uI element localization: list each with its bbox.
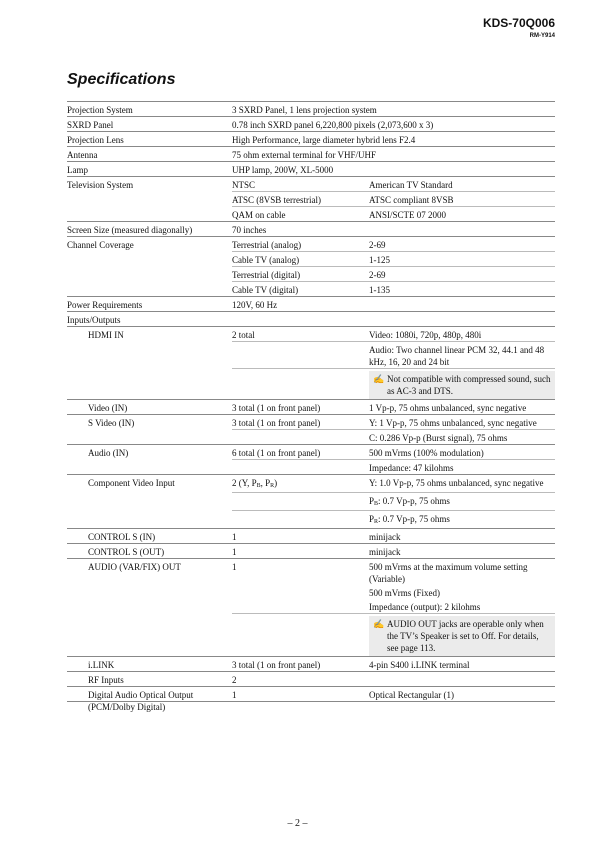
spec-value-col2: 1 bbox=[232, 547, 237, 557]
spec-line bbox=[232, 297, 555, 311]
spec-row bbox=[67, 131, 555, 146]
spec-value-col2: QAM on cable bbox=[232, 210, 286, 220]
spec-values bbox=[232, 222, 555, 236]
spec-line bbox=[232, 162, 555, 176]
spec-values bbox=[232, 529, 555, 543]
spec-label: Power Requirements bbox=[67, 300, 143, 310]
spec-line bbox=[232, 327, 555, 341]
spec-line bbox=[232, 429, 555, 444]
spec-value-col3: minijack bbox=[369, 532, 401, 542]
spec-line bbox=[232, 657, 555, 671]
spec-row bbox=[67, 671, 555, 686]
spec-value: 3 SXRD Panel, 1 lens projection system bbox=[232, 105, 377, 115]
spec-values bbox=[232, 297, 555, 311]
page-number: – 2 – bbox=[287, 818, 308, 829]
spec-value-col2 bbox=[232, 371, 369, 399]
spec-value-col2: 3 total (1 on front panel) bbox=[232, 418, 321, 428]
spec-label: CONTROL S (IN) bbox=[88, 532, 156, 542]
note-text: Not compatible with compressed sound, such as AC-3 and DTS. bbox=[387, 374, 551, 396]
spec-value-col3: 500 mVrms (100% modulation) bbox=[369, 448, 484, 458]
spec-row bbox=[67, 221, 555, 236]
spec-value-col3: ATSC compliant 8VSB bbox=[369, 195, 454, 205]
spec-value-col3: 1-125 bbox=[369, 255, 390, 265]
spec-line bbox=[232, 672, 555, 686]
spec-line bbox=[232, 341, 555, 368]
spec-row bbox=[67, 686, 555, 712]
spec-values bbox=[232, 687, 555, 701]
spec-value-col2 bbox=[232, 513, 369, 528]
spec-value-col2: 2 (Y, PB, PR) bbox=[232, 478, 278, 489]
spec-values bbox=[232, 312, 555, 326]
spec-value: UHP lamp, 200W, XL-5000 bbox=[232, 165, 334, 175]
spec-label: i.LINK bbox=[88, 660, 115, 670]
spec-values bbox=[232, 475, 555, 528]
spec-line bbox=[232, 102, 555, 116]
spec-values bbox=[232, 544, 555, 558]
spec-value-col3: 1 Vp-p, 75 ohms unbalanced, sync negative bbox=[369, 403, 527, 413]
spec-row bbox=[67, 558, 555, 656]
spec-value-col2 bbox=[232, 495, 369, 510]
spec-values bbox=[232, 672, 555, 686]
spec-line bbox=[232, 510, 555, 528]
spec-line bbox=[232, 237, 555, 251]
spec-label: CONTROL S (OUT) bbox=[88, 547, 165, 557]
spec-row bbox=[67, 656, 555, 671]
spec-value-col3: 1-135 bbox=[369, 285, 390, 295]
spec-line bbox=[232, 266, 555, 281]
spec-line bbox=[232, 222, 555, 236]
note-pencil-icon: ✍ bbox=[373, 374, 385, 384]
spec-line bbox=[232, 585, 555, 599]
spec-values bbox=[232, 117, 555, 131]
spec-line bbox=[232, 599, 555, 613]
spec-line bbox=[232, 191, 555, 206]
spec-value-col2 bbox=[232, 314, 369, 326]
spec-value-col2: 2 total bbox=[232, 330, 255, 340]
spec-values bbox=[232, 147, 555, 161]
spec-value-col2: 1 bbox=[232, 690, 237, 700]
spec-value-col2: NTSC bbox=[232, 180, 256, 190]
spec-value-col3: Impedance: 47 kilohms bbox=[369, 463, 454, 473]
spec-value-col2 bbox=[232, 344, 369, 368]
spec-value-col2 bbox=[232, 587, 369, 599]
remote-model: RM-Y914 bbox=[529, 33, 555, 39]
spec-line bbox=[232, 147, 555, 161]
spec-line bbox=[232, 281, 555, 296]
spec-row bbox=[67, 116, 555, 131]
spec-row bbox=[67, 326, 555, 399]
spec-values bbox=[232, 559, 555, 656]
spec-row bbox=[67, 101, 555, 116]
spec-value-col2: 1 bbox=[232, 562, 237, 572]
spec-label: Inputs/Outputs bbox=[67, 315, 121, 325]
note-pencil-icon: ✍ bbox=[373, 619, 385, 629]
note-box bbox=[369, 616, 555, 656]
spec-value-col3: 500 mVrms at the maximum volume setting (Variable) bbox=[369, 562, 528, 584]
spec-value-col3: Optical Rectangular (1) bbox=[369, 690, 454, 700]
specifications-table bbox=[67, 101, 555, 712]
spec-value: 0.78 inch SXRD panel 6,220,800 pixels (2,073,600 x 3) bbox=[232, 120, 434, 130]
spec-value-col2: 3 total (1 on front panel) bbox=[232, 403, 321, 413]
spec-row bbox=[67, 444, 555, 474]
spec-line bbox=[232, 529, 555, 543]
spec-line bbox=[232, 117, 555, 131]
spec-label: Component Video Input bbox=[88, 478, 175, 488]
spec-value-col2: Cable TV (digital) bbox=[232, 285, 299, 295]
spec-line bbox=[232, 445, 555, 459]
spec-label: Video (IN) bbox=[88, 403, 128, 413]
page-title: Specifications bbox=[67, 71, 176, 88]
spec-value-col3: Video: 1080i, 720p, 480p, 480i bbox=[369, 330, 482, 340]
spec-value-col2: Terrestrial (digital) bbox=[232, 270, 301, 280]
spec-values bbox=[232, 162, 555, 176]
spec-value-col3: Impedance (output): 2 kilohms bbox=[369, 602, 481, 612]
spec-values bbox=[232, 445, 555, 474]
spec-label: S Video (IN) bbox=[88, 418, 135, 428]
spec-line bbox=[232, 312, 555, 326]
spec-value: 75 ohm external terminal for VHF/UHF bbox=[232, 150, 377, 160]
spec-values bbox=[232, 132, 555, 146]
spec-line bbox=[232, 132, 555, 146]
spec-value-col3: ANSI/SCTE 07 2000 bbox=[369, 210, 447, 220]
spec-row bbox=[67, 474, 555, 528]
note-box bbox=[369, 371, 555, 399]
spec-value-col2 bbox=[232, 616, 369, 656]
spec-value-col2: 1 bbox=[232, 532, 237, 542]
spec-label: Lamp bbox=[67, 165, 88, 175]
spec-line bbox=[232, 544, 555, 558]
spec-values bbox=[232, 657, 555, 671]
spec-value-col2: 2 bbox=[232, 675, 237, 685]
spec-value: High Performance, large diameter hybrid lens F2.4 bbox=[232, 135, 416, 145]
spec-label: Screen Size (measured diagonally) bbox=[67, 225, 193, 235]
spec-values bbox=[232, 102, 555, 116]
spec-value-col3: 500 mVrms (Fixed) bbox=[369, 588, 440, 598]
spec-value-col3: C: 0.286 Vp-p (Burst signal), 75 ohms bbox=[369, 433, 508, 443]
spec-label: Channel Coverage bbox=[67, 240, 134, 250]
spec-value-col2: 6 total (1 on front panel) bbox=[232, 448, 321, 458]
spec-value-col3 bbox=[369, 674, 555, 686]
spec-label: Audio (IN) bbox=[88, 448, 129, 458]
spec-values bbox=[232, 415, 555, 444]
spec-label: SXRD Panel bbox=[67, 120, 114, 130]
spec-values bbox=[232, 237, 555, 296]
spec-line bbox=[232, 177, 555, 191]
spec-row bbox=[67, 296, 555, 311]
spec-label: HDMI IN bbox=[88, 330, 124, 340]
spec-row bbox=[67, 176, 555, 221]
note-text: AUDIO OUT jacks are operable only when the TV’s Speaker is set to Off. For details, see page 113. bbox=[387, 619, 544, 653]
spec-value-col3: 4-pin S400 i.LINK terminal bbox=[369, 660, 470, 670]
spec-value-col2: ATSC (8VSB terrestrial) bbox=[232, 195, 321, 205]
spec-row bbox=[67, 543, 555, 558]
spec-label: Projection Lens bbox=[67, 135, 124, 145]
spec-line bbox=[232, 559, 555, 585]
spec-line bbox=[232, 400, 555, 414]
spec-label: Television System bbox=[67, 180, 134, 190]
spec-line bbox=[232, 687, 555, 701]
spec-value-col3: PB: 0.7 Vp-p, 75 ohms bbox=[369, 496, 450, 507]
spec-line bbox=[232, 492, 555, 510]
spec-label: RF Inputs bbox=[88, 675, 124, 685]
spec-line bbox=[232, 415, 555, 429]
spec-value-col3: PR: 0.7 Vp-p, 75 ohms bbox=[369, 514, 450, 525]
spec-row bbox=[67, 236, 555, 296]
spec-row bbox=[67, 528, 555, 543]
spec-line bbox=[232, 251, 555, 266]
spec-value-col2: Cable TV (analog) bbox=[232, 255, 300, 265]
spec-row bbox=[67, 311, 555, 326]
spec-value-col2: 3 total (1 on front panel) bbox=[232, 660, 321, 670]
spec-value-col3 bbox=[369, 299, 555, 311]
spec-line bbox=[232, 475, 555, 492]
spec-value-col3: American TV Standard bbox=[369, 180, 453, 190]
spec-label: AUDIO (VAR/FIX) OUT bbox=[88, 562, 181, 572]
spec-values bbox=[232, 177, 555, 221]
spec-label: Projection System bbox=[67, 105, 133, 115]
spec-value-col3: minijack bbox=[369, 547, 401, 557]
spec-value-col2 bbox=[232, 462, 369, 474]
spec-row bbox=[67, 146, 555, 161]
model-number: KDS-70Q006 bbox=[482, 16, 555, 30]
spec-row bbox=[67, 414, 555, 444]
spec-value-col3: Y: 1.0 Vp-p, 75 ohms unbalanced, sync negative bbox=[369, 478, 544, 488]
spec-values bbox=[232, 327, 555, 399]
spec-value-col3: 2-69 bbox=[369, 270, 386, 280]
spec-label: Digital Audio Optical Output (PCM/Dolby Digital) bbox=[88, 690, 194, 712]
spec-line bbox=[232, 206, 555, 221]
spec-line bbox=[232, 613, 555, 656]
spec-value-col2: 120V, 60 Hz bbox=[232, 300, 278, 310]
spec-value-col3: 2-69 bbox=[369, 240, 386, 250]
spec-value-col2 bbox=[232, 432, 369, 444]
spec-values bbox=[232, 400, 555, 414]
spec-row bbox=[67, 399, 555, 414]
spec-label: Antenna bbox=[67, 150, 98, 160]
spec-value-col2: Terrestrial (analog) bbox=[232, 240, 302, 250]
spec-value-col3: Y: 1 Vp-p, 75 ohms unbalanced, sync negative bbox=[369, 418, 537, 428]
spec-line bbox=[232, 368, 555, 399]
spec-value-col3 bbox=[369, 314, 555, 326]
spec-value: 70 inches bbox=[232, 225, 267, 235]
spec-value-col2 bbox=[232, 601, 369, 613]
spec-value-col3: Audio: Two channel linear PCM 32, 44.1 and 48 kHz, 16, 20 and 24 bit bbox=[369, 345, 545, 367]
spec-row bbox=[67, 161, 555, 176]
spec-line bbox=[232, 459, 555, 474]
